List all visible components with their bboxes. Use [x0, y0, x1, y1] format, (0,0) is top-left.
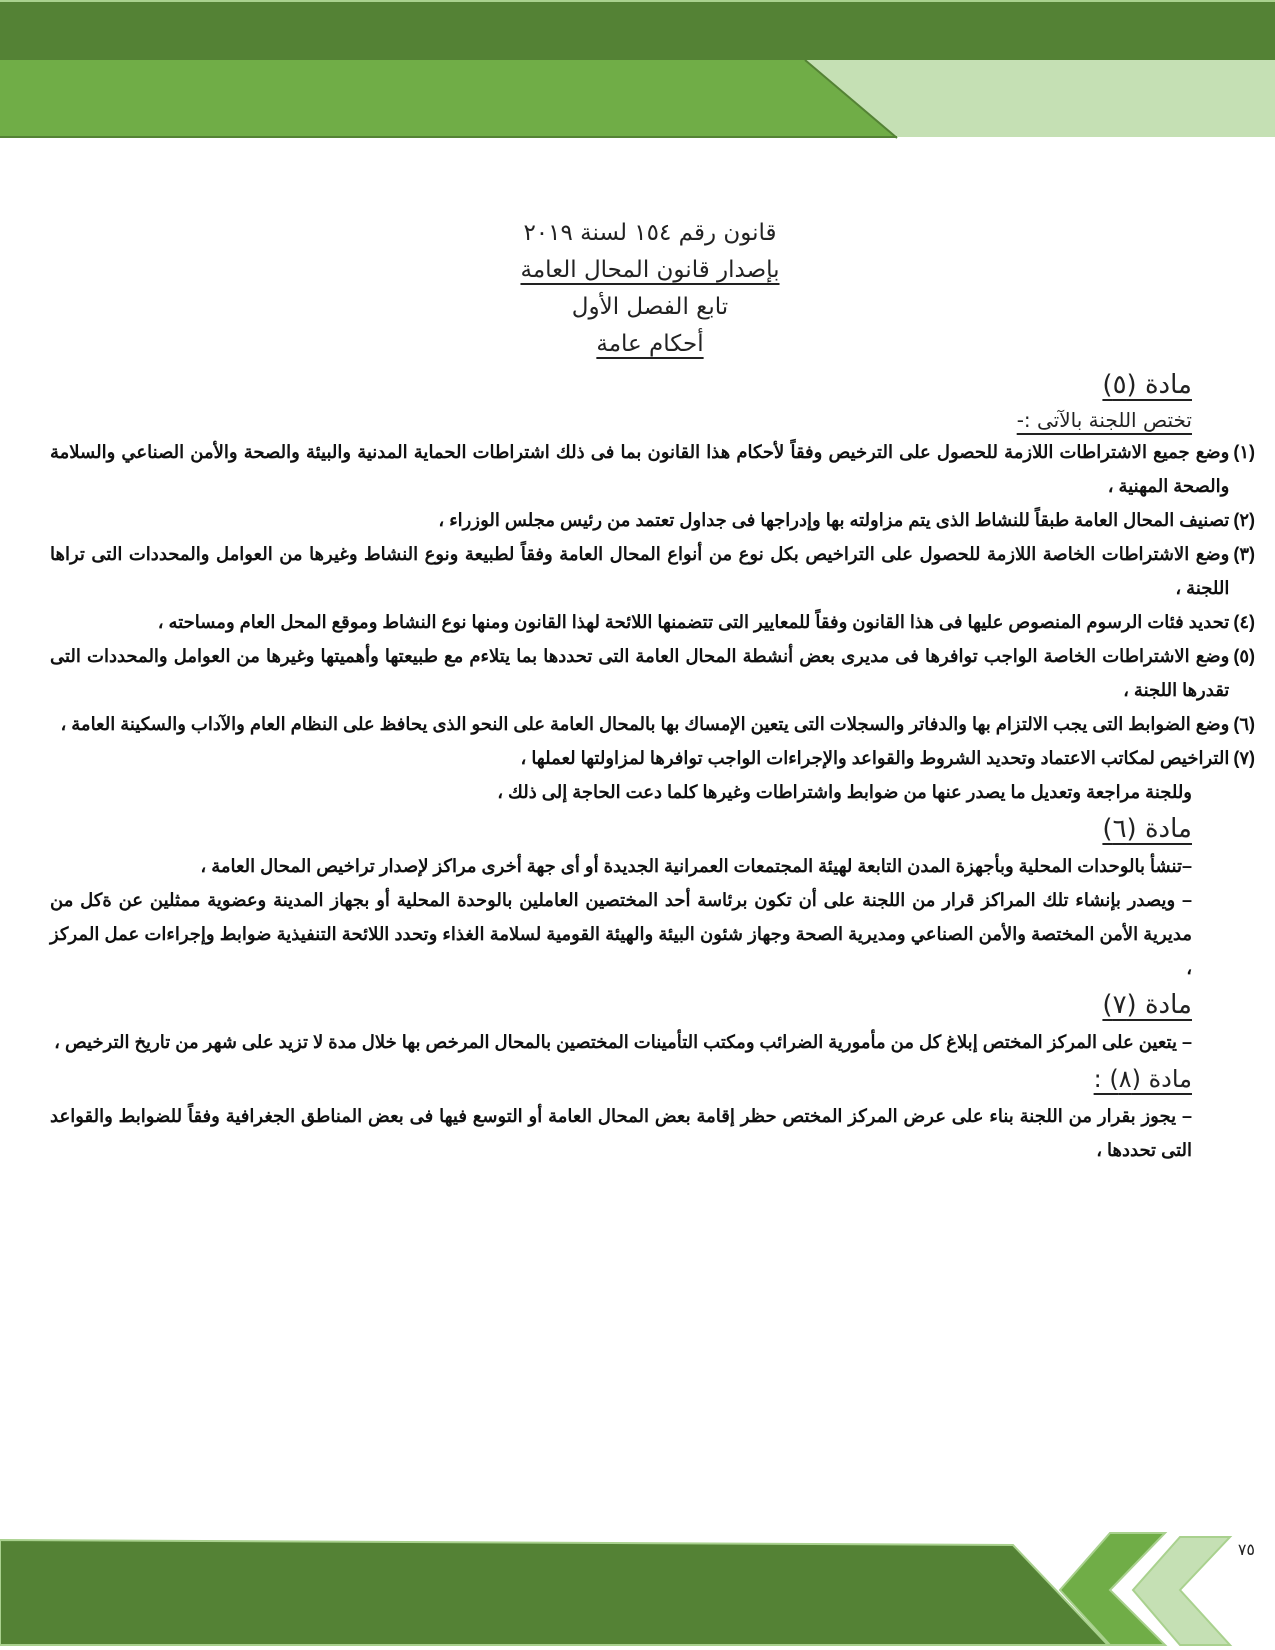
list-item — [50, 503, 1255, 537]
item-number: (٧) — [1233, 748, 1255, 768]
item-text: وضع الضوابط التى يجب الالتزام بها والدفاتر والسجلات التى يتعين الإمساك بها بالمحال العامة على النحو الذى يحافظ على النظام العام والآداب والسكينة العامة ، — [60, 714, 1230, 734]
chapter-title: تابع الفصل الأول — [571, 294, 729, 320]
law-title: قانون رقم ١٥٤ لسنة ٢٠١٩ — [523, 220, 777, 246]
item-number: (٢) — [1233, 510, 1255, 530]
header-decorative-band — [0, 0, 1275, 140]
article-8 — [50, 1059, 1230, 1167]
list-item — [50, 435, 1255, 503]
item-text: تحديد فئات الرسوم المنصوص عليها فى هذا القانون وفقاً للمعايير التى تتضمنها اللائحة لهذا القانون ومنها نوع النشاط وموقع المحل العام ومساحته ، — [157, 612, 1230, 632]
list-item — [50, 741, 1255, 775]
item-text: التراخيص لمكاتب الاعتماد وتحديد الشروط والقواعد والإجراءات الواجب توافرها لمزاولتها لعملها ، — [520, 748, 1230, 768]
list-item — [50, 537, 1255, 605]
item-text: وضع جميع الاشتراطات اللازمة للحصول على الترخيص وفقاً لأحكام هذا القانون بما فى ذلك اشتراطات الحماية المدنية والبيئة والصحة والأمن الصناعي والسلامة والصحة المهنية ، — [50, 442, 1230, 496]
article-title: مادة (٦) — [1102, 814, 1192, 844]
item-number: (٤) — [1233, 612, 1255, 632]
article-title: مادة (٥) — [1102, 370, 1192, 400]
article-intro: تختص اللجنة بالآتى :- — [1016, 408, 1192, 432]
article-5 — [50, 365, 1255, 809]
article-title: مادة (٧) — [1102, 990, 1192, 1020]
article-paragraph: –تنشأ بالوحدات المحلية وبأجهزة المدن التابعة لهيئة المجتمعات العمرانية الجديدة أو أى جهة أخرى مراكز لإصدار تراخيص المحال العامة ، — [200, 856, 1192, 876]
top-mid-stripe — [0, 60, 897, 138]
article-paragraph: – يتعين على المركز المختص إبلاغ كل من مأمورية الضرائب ومكتب التأمينات المختصين بالمحال المرخص بها خلال مدة لا تزيد على شهر من تاريخ الترخيص ، — [54, 1032, 1192, 1052]
article-6 — [50, 809, 1230, 985]
article-title: مادة (٨) : — [1093, 1065, 1192, 1093]
article-paragraph: – ويصدر بإنشاء تلك المراكز قرار من اللجنة على أن تكون برئاسة أحد المختصين العاملين بالوحدة المحلية أو بجهاز المدينة وعضوية ممثلين عن ةكل من مديرية الأمن المختصة والأمن الصناعي ومديرية الصحة وجهاز شئون البيئة والهيئة القومية لسلامة الغذاء وتحدد اللائحة التنفيذية ضوابط وإجراءات عمل المركز ، — [50, 890, 1192, 978]
list-item — [50, 707, 1255, 741]
section-title: أحكام عامة — [596, 331, 704, 357]
page-number: ٧٥ — [1237, 1540, 1255, 1559]
law-subtitle: بإصدار قانون المحال العامة — [520, 257, 780, 283]
item-text: وضع الاشتراطات الخاصة اللازمة للحصول على التراخيص بكل نوع من أنواع المحال العامة وفقاً لطبيعة ونوع النشاط وغيرها من العوامل والمحددات التى تراها اللجنة ، — [50, 544, 1230, 598]
article-7 — [50, 985, 1230, 1059]
bottom-dark-stripe — [0, 1540, 1108, 1645]
article-closing: وللجنة مراجعة وتعديل ما يصدر عنها من ضوابط واشتراطات وغيرها كلما دعت الحاجة إلى ذلك ، — [497, 782, 1192, 802]
item-text: وضع الاشتراطات الخاصة الواجب توافرها فى مديرى بعض أنشطة المحال العامة التى تحددها بما يتلاءم مع طبيعتها وأهميتها وغيرها من العوامل والمحددات التى تقدرها اللجنة ، — [50, 646, 1230, 700]
article-paragraph: – يجوز بقرار من اللجنة بناء على عرض المركز المختص حظر إقامة بعض المحال العامة أو التوسع فيها فى بعض المناطق الجغرافية وفقاً للضوابط والقواعد التى تحددها ، — [50, 1106, 1192, 1160]
document-header — [70, 215, 1230, 363]
item-number: (٦) — [1233, 714, 1255, 734]
document-body — [50, 215, 1255, 1167]
item-number: (١) — [1233, 442, 1255, 462]
item-number: (٥) — [1233, 646, 1255, 666]
list-item — [50, 639, 1255, 707]
item-text: تصنيف المحال العامة طبقاً للنشاط الذى يتم مزاولته بها وإدراجها فى جداول تعتمد من رئيس مجلس الوزراء ، — [438, 510, 1230, 530]
top-dark-stripe — [0, 0, 1275, 60]
footer-decorative-band — [0, 1530, 1275, 1650]
list-item — [50, 605, 1255, 639]
item-number: (٣) — [1233, 544, 1255, 564]
